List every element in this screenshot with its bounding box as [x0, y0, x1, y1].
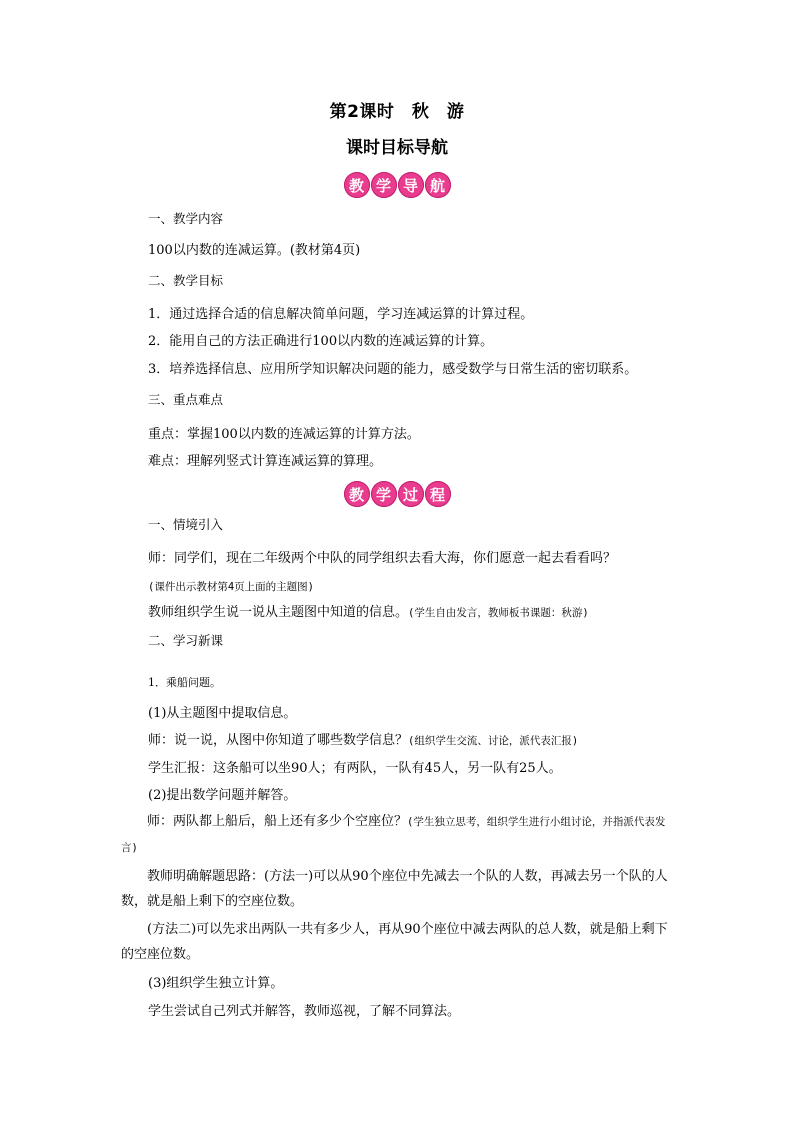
step-3: (3)组织学生独立计算。: [148, 976, 284, 991]
difficult-point: 难点：理解列竖式计算连减运算的算理。: [148, 454, 383, 469]
section-heading-new-lesson: 二、学习新课: [148, 633, 224, 648]
page-title: 第2课时 秋 游: [329, 102, 465, 122]
method-1-paragraph: 教师明确解题思路：(方法一)可以从90个座位中先减去一个队的人数，再减去另一个队的人数，就是船上剩下的空座位数。: [121, 869, 668, 909]
step-1-teacher-note: (组织学生交流、讨论，派代表汇报): [408, 735, 579, 747]
section-heading-content: 一、教学内容: [148, 211, 224, 226]
goal-item: 2．能用自己的方法正确进行100以内数的连减运算的计算。: [148, 334, 494, 349]
intro-organize-note: (学生自由发言，教师板书课题：秋游): [408, 607, 589, 619]
step-1-report: 学生汇报：这条船可以坐90人；有两队，一队有45人，另一队有25人。: [148, 761, 562, 776]
badge-char: 导: [398, 172, 424, 198]
intro-organize-text: 教师组织学生说一说从主题图中知道的信息。: [148, 605, 409, 620]
intro-note: (课件出示教材第4页上面的主题图): [148, 581, 314, 593]
step-3-text: 学生尝试自己列式并解答，教师巡视，了解不同算法。: [148, 1004, 461, 1019]
boat-problem-heading: 1．乘船问题。: [148, 676, 221, 689]
step-1-teacher-line: [148, 732, 578, 750]
method-2-paragraph: (方法二)可以先求出两队一共有多少人，再从90个座位中减去两队的总人数，就是船上剩下的空座位数。: [121, 922, 668, 962]
section-heading-goals: 二、教学目标: [148, 273, 224, 288]
section-heading-key-points: 三、重点难点: [148, 392, 224, 407]
intro-teacher-line: 师：同学们，现在二年级两个中队的同学组织去看大海，你们愿意一起去看看吗？: [148, 551, 617, 566]
step-2-teacher-note: (学生独立思考，组织学生进行小组讨论，并指派代表发言): [121, 816, 666, 854]
badge-char: 航: [425, 172, 451, 198]
step-2: (2)提出数学问题并解答。: [148, 788, 297, 803]
content-text: 100以内数的连减运算。(教材第4页): [148, 243, 361, 258]
badge-char: 过: [398, 481, 424, 507]
badge-char: 学: [371, 172, 397, 198]
teaching-process-badge: [0, 481, 794, 507]
page-subtitle: 课时目标导航: [346, 138, 448, 158]
badge-char: 教: [344, 481, 370, 507]
intro-organize-line: [148, 604, 589, 622]
teaching-nav-badge: [0, 172, 794, 198]
section-heading-intro: 一、情境引入: [148, 517, 224, 532]
goal-item: 1．通过选择合适的信息解决简单问题，学习连减运算的计算过程。: [148, 307, 534, 322]
badge-char: 学: [371, 481, 397, 507]
goal-item: 3．培养选择信息、应用所学知识解决问题的能力，感受数学与日常生活的密切联系。: [148, 362, 638, 377]
key-point: 重点：掌握100以内数的连减运算的计算方法。: [148, 427, 420, 442]
badge-char: 程: [425, 481, 451, 507]
step-2-teacher-paragraph: [121, 809, 676, 861]
step-2-teacher-text: 师：两队都上船后，船上还有多少个空座位？: [147, 814, 408, 829]
step-1: (1)从主题图中提取信息。: [148, 706, 297, 721]
step-1-teacher-text: 师：说一说，从图中你知道了哪些数学信息？: [148, 733, 409, 748]
badge-char: 教: [344, 172, 370, 198]
